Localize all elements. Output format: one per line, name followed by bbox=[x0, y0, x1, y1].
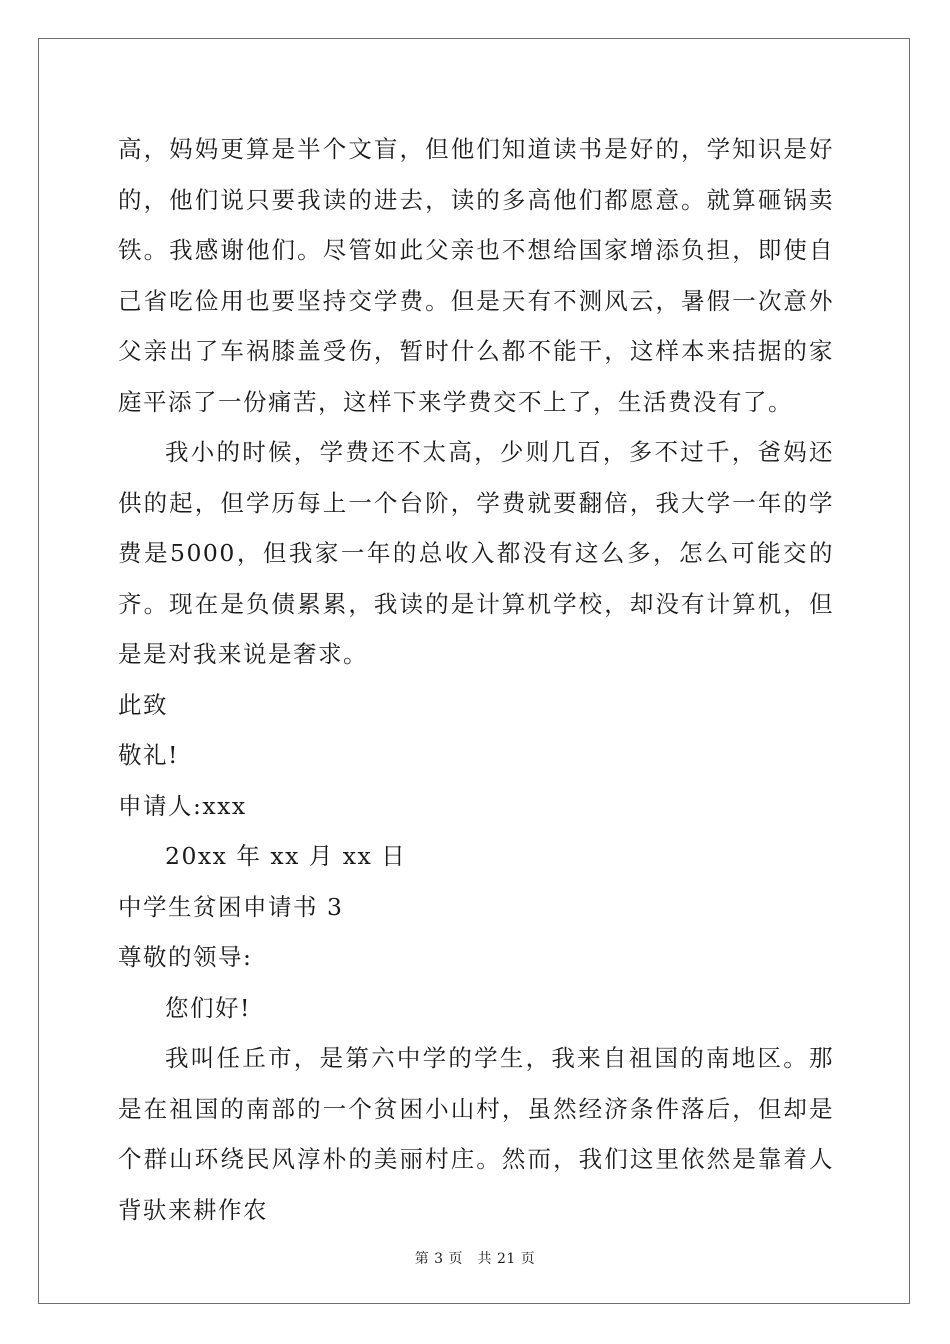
paragraph-continued: 高，妈妈更算是半个文盲，但他们知道读书是好的，学知识是好的，他们说只要我读的进去，读的多高他们都愿意。就算砸锅卖铁。我感谢他们。尽管如此父亲也不想给国家增添负担，即使自己省吃俭用也要坚持交学费。但是天有不测风云，暑假一次意外父亲出了车祸膝盖受伤，暂时什么都不能干，这样本来拮据的家庭平添了一份痛苦，这样下来学费交不上了，生活费没有了。 bbox=[118, 135, 834, 416]
greeting-line: 您们好! bbox=[165, 993, 251, 1022]
section-title: 中学生贫困申请书 3 bbox=[118, 892, 344, 921]
addressee-line: 尊敬的领导: bbox=[118, 943, 253, 971]
salute-line: 敬礼! bbox=[118, 741, 179, 769]
page-number-footer: 第 3 页 共 21 页 bbox=[414, 1251, 536, 1267]
document-body bbox=[118, 124, 834, 1235]
applicant-line: 申请人:xxx bbox=[118, 791, 247, 820]
paragraph-intro: 我叫任丘市，是第六中学的学生，我来自祖国的南地区。那是在祖国的南部的一个贫困小山村，虽然经济条件落后，但却是个群山环绕民风淳朴的美丽村庄。然而，我们这里依然是靠着人背驮来耕作农 bbox=[118, 1044, 834, 1224]
date-line: 20xx 年 xx 月 xx 日 bbox=[165, 842, 407, 870]
closing-line: 此致 bbox=[118, 690, 168, 719]
paragraph-tuition: 我小的时候，学费还不太高，少则几百，多不过千，爸妈还供的起，但学历每上一个台阶，学费就要翻倍，我大学一年的学费是5000，但我家一年的总收入都没有这么多，怎么可能交的齐。现在是负债累累，我读的是计算机学校，却没有计算机，但是是对我来说是奢求。 bbox=[118, 438, 834, 668]
